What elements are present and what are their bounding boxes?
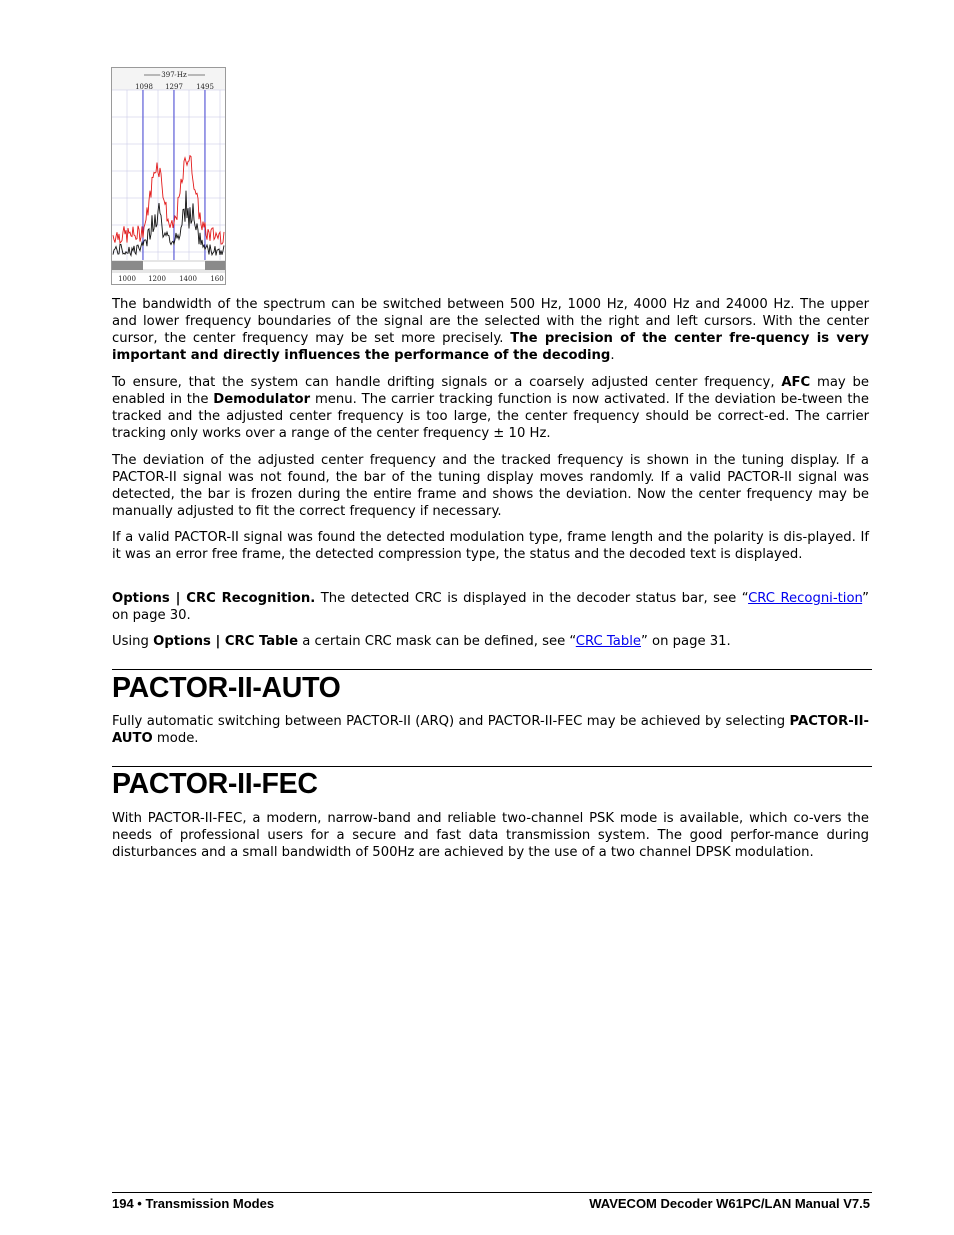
- footer-page-section: 194 • Transmission Modes: [112, 1196, 275, 1211]
- tuning-bar-left: [112, 261, 143, 270]
- bold-run-afc: AFC: [781, 375, 811, 390]
- paragraph-afc: [112, 374, 869, 442]
- text-run: The bandwidth of the spectrum can be switched between 500 Hz, 1000 Hz, 4000 Hz and 24000 Hz. The upper and lower frequency boundaries of the signal are the selected with the right and left cursors. With the center cursor, the center frequency may be set more precisely.: [112, 297, 869, 346]
- top-tick-right: 1495: [196, 83, 214, 91]
- paragraph-bandwidth: [112, 296, 869, 364]
- tuning-display-figure: [111, 67, 226, 285]
- text-run: .: [610, 348, 615, 363]
- section-title-auto: PACTOR-II-AUTO: [112, 672, 341, 704]
- paragraph-crc-recognition: [112, 590, 869, 624]
- link-crc-recognition[interactable]: CRC Recogni-tion: [748, 591, 863, 606]
- footer-rule: [112, 1192, 872, 1193]
- text-run: ” on page 31.: [641, 634, 731, 649]
- bottom-tick-4: 160: [210, 275, 224, 283]
- section-rule-auto: [112, 669, 872, 670]
- top-tick-center: 1297: [165, 83, 183, 91]
- section-title-fec: PACTOR-II-FEC: [112, 768, 318, 800]
- bold-run: The precision of the center fre-quency is very important and directly influences the performance of the decoding: [112, 331, 869, 363]
- bold-run: PACTOR-II-AUTO: [112, 714, 869, 746]
- text-run: The detected CRC is displayed in the decoder status bar, see “: [315, 591, 749, 606]
- text-run: mode.: [152, 731, 199, 746]
- paragraph-valid-signal: If a valid PACTOR-II signal was found the detected modulation type, frame length and the polarity is dis-played. If it was an error free frame, the detected compression type, the status and the decoded text is displayed.: [112, 530, 869, 562]
- text-run: To ensure, that the system can handle drifting signals or a coarsely adjusted center frequency,: [112, 375, 782, 390]
- bold-run: Options | CRC Recognition.: [112, 591, 316, 606]
- link-crc-table[interactable]: CRC Table: [575, 634, 641, 649]
- text-run: ” on page 30.: [112, 591, 869, 623]
- bold-run-demodulator: Demodulator: [213, 392, 311, 407]
- bottom-tick-1: 1000: [118, 275, 136, 283]
- paragraph-auto: [112, 713, 869, 747]
- paragraph-crc-table: [112, 633, 869, 650]
- tuning-display-graphic: [111, 67, 226, 285]
- text-run: Using: [112, 634, 154, 649]
- text-run: Fully automatic switching between PACTOR-II (ARQ) and PACTOR-II-FEC may be achieved by selecting: [112, 714, 790, 729]
- footer-manual-title: WAVECOM Decoder W61PC/LAN Manual V7.5: [589, 1196, 870, 1211]
- top-tick-left: 1098: [135, 83, 153, 91]
- text-run: may be enabled in the: [112, 375, 869, 407]
- tuning-bar-right: [205, 261, 225, 270]
- text-run: a certain CRC mask can be defined, see “: [298, 634, 576, 649]
- paragraph-fec: With PACTOR-II-FEC, a modern, narrow-band and reliable two-channel PSK mode is available, which co-vers the needs of professional users for a secure and fast data transmission system. The good perfor-mance during disturbances and a small bandwidth of 500Hz are achieved by the use of a two channel DPSK modulation.: [112, 811, 869, 860]
- paragraph-deviation: The deviation of the adjusted center frequency and the tracked frequency is shown in the tuning display. If a PACTOR-II signal was not found, the bar of the tuning display moves randomly. If a valid PACTOR-II signal was detected, the bar is frozen during the entire frame and shows the deviation. Now the center frequency may be manually adjusted to fit the correct frequency if necessary.: [112, 453, 869, 519]
- bandwidth-label: 397 Hz: [161, 71, 187, 79]
- bottom-tick-3: 1400: [179, 275, 197, 283]
- text-run: menu. The carrier tracking function is now activated. If the deviation be-tween the tracked and the adjusted center frequency is too large, the center frequency should be correct-ed. The carrier tracking only works over a range of the center frequency ± 10 Hz.: [112, 392, 869, 441]
- bold-run: Options | CRC Table: [153, 634, 299, 649]
- bottom-tick-2: 1200: [148, 275, 166, 283]
